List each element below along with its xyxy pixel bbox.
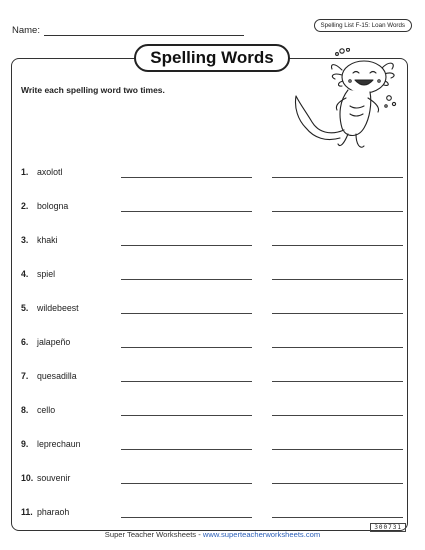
footer <box>0 530 425 539</box>
name-label: Name: <box>12 25 40 36</box>
spelling-word: pharaoh <box>37 507 70 517</box>
write-line-1[interactable] <box>121 347 252 348</box>
footer-separator: - <box>196 530 203 539</box>
write-line-2[interactable] <box>272 415 403 416</box>
write-line-2[interactable] <box>272 517 403 518</box>
write-line-2[interactable] <box>272 347 403 348</box>
list-item <box>21 371 411 385</box>
spelling-word: jalapeño <box>37 337 71 347</box>
word-number: 11. <box>21 507 33 517</box>
spelling-word: khaki <box>37 235 58 245</box>
spelling-word: bologna <box>37 201 69 211</box>
list-item <box>21 167 411 181</box>
list-item <box>21 235 411 249</box>
write-line-2[interactable] <box>272 211 403 212</box>
list-item <box>21 337 411 351</box>
write-line-2[interactable] <box>272 245 403 246</box>
spelling-word: cello <box>37 405 56 415</box>
write-line-1[interactable] <box>121 177 252 178</box>
write-line-2[interactable] <box>272 313 403 314</box>
spelling-word: quesadilla <box>37 371 77 381</box>
write-line-2[interactable] <box>272 279 403 280</box>
page-title: Spelling Words <box>134 44 290 72</box>
list-item <box>21 473 411 487</box>
word-number: 10. <box>21 473 34 483</box>
word-number: 3. <box>21 235 29 245</box>
list-item <box>21 201 411 215</box>
write-line-1[interactable] <box>121 449 252 450</box>
write-line-1[interactable] <box>121 245 252 246</box>
write-line-2[interactable] <box>272 381 403 382</box>
word-number: 6. <box>21 337 29 347</box>
list-badge: Spelling List F-15: Loan Words <box>314 19 413 32</box>
footer-link[interactable]: www.superteacherworksheets.com <box>202 530 321 539</box>
write-line-1[interactable] <box>121 211 252 212</box>
word-number: 1. <box>21 167 29 177</box>
worksheet-code: 300731 <box>370 523 406 532</box>
write-line-2[interactable] <box>272 449 403 450</box>
write-line-1[interactable] <box>121 415 252 416</box>
word-number: 2. <box>21 201 29 211</box>
list-item <box>21 303 411 317</box>
write-line-1[interactable] <box>121 517 252 518</box>
list-item <box>21 405 411 419</box>
spelling-word: leprechaun <box>37 439 81 449</box>
word-number: 9. <box>21 439 29 449</box>
instructions: Write each spelling word two times. <box>21 85 165 95</box>
write-line-1[interactable] <box>121 483 252 484</box>
list-item <box>21 507 411 521</box>
spelling-word: spiel <box>37 269 56 279</box>
word-number: 8. <box>21 405 29 415</box>
list-item <box>21 439 411 453</box>
footer-brand: Super Teacher Worksheets <box>104 530 197 539</box>
word-number: 5. <box>21 303 29 313</box>
word-number: 4. <box>21 269 29 279</box>
write-line-1[interactable] <box>121 313 252 314</box>
write-line-2[interactable] <box>272 177 403 178</box>
write-line-1[interactable] <box>121 279 252 280</box>
list-item <box>21 269 411 283</box>
word-number: 7. <box>21 371 29 381</box>
spelling-word: souvenir <box>37 473 71 483</box>
spelling-word: axolotl <box>37 167 63 177</box>
write-line-1[interactable] <box>121 381 252 382</box>
spelling-word: wildebeest <box>37 303 79 313</box>
write-line-2[interactable] <box>272 483 403 484</box>
